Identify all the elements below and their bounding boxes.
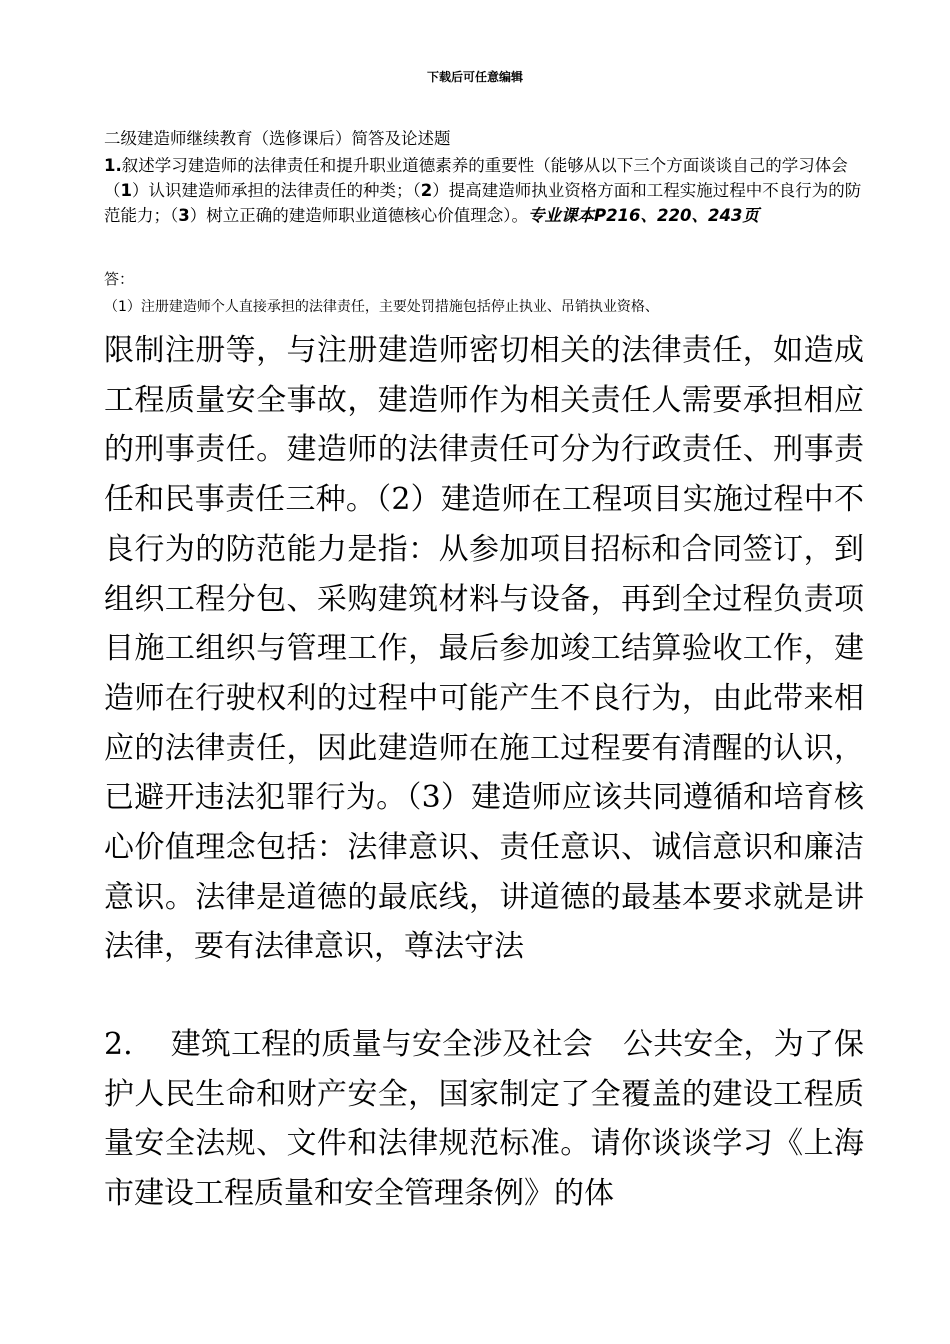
question-1-item-3-number: 3: [178, 206, 190, 225]
question-1-item-3-text: ）树立正确的建造师职业道德核心价值理念）。: [189, 206, 528, 225]
question-1: [104, 153, 864, 228]
question-2: [104, 1020, 864, 1219]
question-2-number: 2.: [104, 1027, 133, 1062]
question-1-item-1-text: ）认识建造师承担的法律责任的种类；（: [131, 181, 421, 200]
document-title: 二级建造师继续教育（选修课后）简答及论述题: [104, 129, 451, 148]
question-1-item-2-text: ）提高建造师执业资格方面和工程实施过程中不良行为的防范能力；（: [104, 181, 862, 225]
answer-intro: （1）注册建造师个人直接承担的法律责任，主要处罚措施包括停止执业、吊销执业资格、: [104, 299, 659, 315]
question-1-number: 1.: [104, 156, 122, 175]
answer-label: 答：: [104, 270, 135, 288]
question-1-reference: 专业课本P216、220、243页: [527, 206, 759, 225]
page-header: 下载后可任意编辑: [426, 70, 523, 84]
question-1-text: 叙述学习建造师的法律责任和提升职业道德素养的重要性（能够从以下三个方面谈谈自己的学习体会（: [104, 156, 848, 200]
question-1-item-1-number: 1: [120, 181, 132, 200]
answer-body: 限制注册等，与注册建造师密切相关的法律责任，如造成工程质量安全事故，建造师作为相关责任人需要承担相应的刑事责任。建造师的法律责任可分为行政责任、刑事责任和民事责任三种。（2）建造师在工程项目实施过程中不良行为的防范能力是指：从参加项目招标和合同签订，到组织工程分包、采购建筑材料与设备，再到全过程负责项目施工组织与管理工作，最后参加竣工结算验收工作，建造师在行驶权利的过程中可能产生不良行为，由此带来相应的法律责任，因此建造师在施工过程要有清醒的认识，已避开违法犯罪行为。（3）建造师应该共同遵循和培育核心价值理念包括：法律意识、责任意识、诚信意识和廉洁意识。法律是道德的最底线，讲道德的最基本要求就是讲法律，要有法律意识，尊法守法: [104, 333, 864, 965]
question-2-text: 建筑工程的质量与安全涉及社会 公共安全，为了保护人民生命和财产安全，国家制定了全覆盖的建设工程质量安全法规、文件和法律规范标准。请你谈谈学习《上海市建设工程质量和安全管理条例》的体: [104, 1027, 864, 1212]
question-1-item-2-number: 2: [420, 181, 433, 200]
